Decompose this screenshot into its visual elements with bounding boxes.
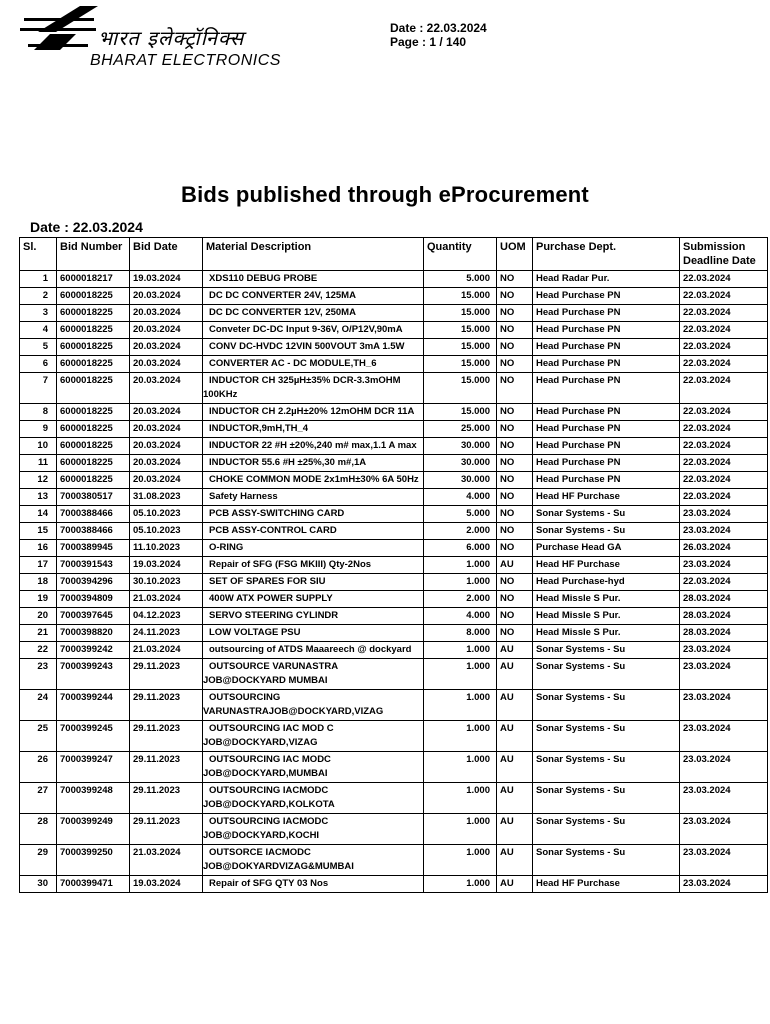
cell-bid-date: 05.10.2023: [130, 523, 203, 540]
cell-sl: 8: [20, 404, 57, 421]
cell-sl: 4: [20, 322, 57, 339]
cell-bid-date: 20.03.2024: [130, 288, 203, 305]
table-row: [20, 455, 768, 472]
cell-material: Repair of SFG (FSG MKIII) Qty-2Nos: [203, 557, 424, 574]
cell-uom: AU: [497, 814, 533, 845]
cell-quantity: 1.000: [424, 659, 497, 690]
cell-quantity: 2.000: [424, 591, 497, 608]
cell-dept: Head Missle S Pur.: [533, 591, 680, 608]
cell-material: CHOKE COMMON MODE 2x1mH±30% 6A 50Hz: [203, 472, 424, 489]
cell-deadline: 22.03.2024: [680, 421, 768, 438]
cell-bid-number: 6000018225: [57, 472, 130, 489]
table-row: [20, 322, 768, 339]
cell-material: DC DC CONVERTER 12V, 250MA: [203, 305, 424, 322]
cell-quantity: 15.000: [424, 373, 497, 404]
cell-deadline: 22.03.2024: [680, 489, 768, 506]
cell-dept: Head Missle S Pur.: [533, 608, 680, 625]
cell-dept: Head Purchase PN: [533, 305, 680, 322]
cell-uom: NO: [497, 523, 533, 540]
cell-bid-number: 7000389945: [57, 540, 130, 557]
cell-bid-number: 7000399244: [57, 690, 130, 721]
cell-dept: Head Purchase PN: [533, 472, 680, 489]
cell-deadline: 28.03.2024: [680, 608, 768, 625]
cell-deadline: 23.03.2024: [680, 523, 768, 540]
cell-uom: NO: [497, 288, 533, 305]
cell-bid-number: 7000399245: [57, 721, 130, 752]
col-bid-number: Bid Number: [57, 238, 130, 271]
cell-material: outsourcing of ATDS Maaareech @ dockyard: [203, 642, 424, 659]
cell-quantity: 15.000: [424, 322, 497, 339]
cell-quantity: 1.000: [424, 574, 497, 591]
cell-bid-number: 6000018225: [57, 339, 130, 356]
cell-quantity: 1.000: [424, 557, 497, 574]
table-row: [20, 489, 768, 506]
cell-uom: AU: [497, 876, 533, 893]
cell-uom: NO: [497, 438, 533, 455]
table-row: [20, 271, 768, 288]
cell-bid-date: 21.03.2024: [130, 591, 203, 608]
cell-sl: 23: [20, 659, 57, 690]
col-deadline: Submission Deadline Date: [680, 238, 768, 271]
cell-material: OUTSOURCING IAC MODC JOB@DOCKYARD,MUMBAI: [203, 752, 424, 783]
cell-sl: 22: [20, 642, 57, 659]
cell-deadline: 28.03.2024: [680, 625, 768, 642]
cell-material: INDUCTOR CH 2.2µH±20% 12mOHM DCR 11A: [203, 404, 424, 421]
cell-sl: 21: [20, 625, 57, 642]
cell-quantity: 15.000: [424, 288, 497, 305]
cell-bid-date: 29.11.2023: [130, 752, 203, 783]
cell-quantity: 1.000: [424, 876, 497, 893]
cell-dept: Head Purchase-hyd: [533, 574, 680, 591]
cell-bid-number: 6000018217: [57, 271, 130, 288]
cell-material: SERVO STEERING CYLINDR: [203, 608, 424, 625]
cell-deadline: 22.03.2024: [680, 339, 768, 356]
cell-bid-number: 7000399243: [57, 659, 130, 690]
cell-material: INDUCTOR 22 #H ±20%,240 m# max,1.1 A max: [203, 438, 424, 455]
cell-deadline: 22.03.2024: [680, 472, 768, 489]
cell-uom: NO: [497, 472, 533, 489]
cell-uom: AU: [497, 642, 533, 659]
table-row: [20, 752, 768, 783]
cell-dept: Head Purchase PN: [533, 438, 680, 455]
cell-bid-date: 31.08.2023: [130, 489, 203, 506]
cell-sl: 29: [20, 845, 57, 876]
cell-bid-date: 20.03.2024: [130, 455, 203, 472]
cell-uom: AU: [497, 752, 533, 783]
cell-uom: NO: [497, 455, 533, 472]
cell-bid-date: 20.03.2024: [130, 373, 203, 404]
cell-deadline: 23.03.2024: [680, 876, 768, 893]
cell-bid-date: 20.03.2024: [130, 421, 203, 438]
cell-bid-date: 29.11.2023: [130, 690, 203, 721]
cell-dept: Head Purchase PN: [533, 404, 680, 421]
cell-bid-number: 7000397645: [57, 608, 130, 625]
cell-material: INDUCTOR,9mH,TH_4: [203, 421, 424, 438]
cell-material: 400W ATX POWER SUPPLY: [203, 591, 424, 608]
cell-uom: NO: [497, 271, 533, 288]
cell-deadline: 22.03.2024: [680, 373, 768, 404]
cell-deadline: 23.03.2024: [680, 752, 768, 783]
cell-material: PCB ASSY-SWITCHING CARD: [203, 506, 424, 523]
table-row: [20, 814, 768, 845]
cell-bid-number: 7000399247: [57, 752, 130, 783]
cell-quantity: 1.000: [424, 814, 497, 845]
cell-material: PCB ASSY-CONTROL CARD: [203, 523, 424, 540]
cell-bid-date: 20.03.2024: [130, 472, 203, 489]
cell-bid-number: 7000394809: [57, 591, 130, 608]
cell-dept: Sonar Systems - Su: [533, 752, 680, 783]
col-sl: Sl.: [20, 238, 57, 271]
table-row: [20, 721, 768, 752]
cell-dept: Head Purchase PN: [533, 373, 680, 404]
table-row: [20, 373, 768, 404]
cell-material: CONVERTER AC - DC MODULE,TH_6: [203, 356, 424, 373]
cell-uom: NO: [497, 574, 533, 591]
table-row: [20, 421, 768, 438]
cell-bid-number: 6000018225: [57, 305, 130, 322]
cell-material: Conveter DC-DC Input 9-36V, O/P12V,90mA: [203, 322, 424, 339]
header-date: Date : 22.03.2024: [390, 21, 487, 35]
cell-dept: Sonar Systems - Su: [533, 642, 680, 659]
cell-material: DC DC CONVERTER 24V, 125MA: [203, 288, 424, 305]
table-row: [20, 608, 768, 625]
cell-quantity: 1.000: [424, 783, 497, 814]
cell-uom: NO: [497, 339, 533, 356]
cell-dept: Sonar Systems - Su: [533, 523, 680, 540]
col-bid-date: Bid Date: [130, 238, 203, 271]
cell-dept: Sonar Systems - Su: [533, 845, 680, 876]
cell-uom: NO: [497, 305, 533, 322]
cell-sl: 5: [20, 339, 57, 356]
cell-sl: 6: [20, 356, 57, 373]
page-title: Bids published through eProcurement: [181, 182, 589, 207]
cell-material: INDUCTOR 55.6 #H ±25%,30 m#,1A: [203, 455, 424, 472]
cell-sl: 2: [20, 288, 57, 305]
cell-bid-date: 29.11.2023: [130, 721, 203, 752]
bel-logo-mark-icon: [20, 4, 100, 60]
cell-material: O-RING: [203, 540, 424, 557]
cell-deadline: 22.03.2024: [680, 574, 768, 591]
table-row: [20, 690, 768, 721]
cell-quantity: 6.000: [424, 540, 497, 557]
cell-quantity: 30.000: [424, 472, 497, 489]
cell-dept: Head HF Purchase: [533, 489, 680, 506]
cell-uom: NO: [497, 608, 533, 625]
report-date: Date : 22.03.2024: [30, 219, 143, 235]
cell-bid-number: 7000399249: [57, 814, 130, 845]
cell-material: OUTSOURCING IACMODC JOB@DOCKYARD,KOCHI: [203, 814, 424, 845]
cell-dept: Sonar Systems - Su: [533, 506, 680, 523]
cell-bid-date: 20.03.2024: [130, 438, 203, 455]
cell-uom: AU: [497, 557, 533, 574]
col-dept: Purchase Dept.: [533, 238, 680, 271]
cell-bid-date: 29.11.2023: [130, 814, 203, 845]
cell-dept: Head HF Purchase: [533, 557, 680, 574]
cell-uom: NO: [497, 322, 533, 339]
cell-deadline: 22.03.2024: [680, 455, 768, 472]
cell-sl: 24: [20, 690, 57, 721]
cell-sl: 18: [20, 574, 57, 591]
cell-bid-date: 05.10.2023: [130, 506, 203, 523]
cell-deadline: 22.03.2024: [680, 322, 768, 339]
cell-quantity: 1.000: [424, 721, 497, 752]
cell-dept: Head Purchase PN: [533, 339, 680, 356]
cell-bid-number: 7000391543: [57, 557, 130, 574]
cell-quantity: 5.000: [424, 506, 497, 523]
cell-bid-date: 24.11.2023: [130, 625, 203, 642]
table-row: [20, 642, 768, 659]
cell-quantity: 15.000: [424, 339, 497, 356]
table-header-row: [20, 238, 768, 271]
col-quantity: Quantity: [424, 238, 497, 271]
cell-deadline: 26.03.2024: [680, 540, 768, 557]
cell-uom: AU: [497, 845, 533, 876]
cell-dept: Head Missle S Pur.: [533, 625, 680, 642]
cell-uom: NO: [497, 506, 533, 523]
cell-bid-date: 29.11.2023: [130, 659, 203, 690]
cell-bid-date: 20.03.2024: [130, 322, 203, 339]
company-logo: [20, 4, 340, 70]
cell-material: OUTSOURCING IACMODC JOB@DOCKYARD,KOLKOTA: [203, 783, 424, 814]
bids-table: [19, 237, 768, 893]
col-uom: UOM: [497, 238, 533, 271]
cell-sl: 1: [20, 271, 57, 288]
cell-sl: 26: [20, 752, 57, 783]
table-row: [20, 472, 768, 489]
header-meta: [390, 21, 487, 49]
cell-bid-number: 6000018225: [57, 438, 130, 455]
cell-bid-date: 19.03.2024: [130, 557, 203, 574]
cell-quantity: 30.000: [424, 438, 497, 455]
cell-material: XDS110 DEBUG PROBE: [203, 271, 424, 288]
cell-bid-date: 20.03.2024: [130, 404, 203, 421]
cell-dept: Head Radar Pur.: [533, 271, 680, 288]
cell-bid-date: 20.03.2024: [130, 356, 203, 373]
cell-deadline: 22.03.2024: [680, 288, 768, 305]
cell-deadline: 23.03.2024: [680, 642, 768, 659]
table-row: [20, 845, 768, 876]
table-row: [20, 288, 768, 305]
cell-sl: 28: [20, 814, 57, 845]
table-row: [20, 557, 768, 574]
cell-bid-date: 30.10.2023: [130, 574, 203, 591]
cell-deadline: 23.03.2024: [680, 659, 768, 690]
cell-material: CONV DC-HVDC 12VIN 500VOUT 3mA 1.5W: [203, 339, 424, 356]
table-row: [20, 625, 768, 642]
cell-deadline: 22.03.2024: [680, 271, 768, 288]
table-row: [20, 783, 768, 814]
cell-deadline: 28.03.2024: [680, 591, 768, 608]
cell-bid-number: 7000399471: [57, 876, 130, 893]
cell-uom: NO: [497, 373, 533, 404]
cell-uom: AU: [497, 659, 533, 690]
cell-material: OUTSORCE IACMODC JOB@DOKYARDVIZAG&MUMBAI: [203, 845, 424, 876]
cell-dept: Head Purchase PN: [533, 356, 680, 373]
cell-quantity: 1.000: [424, 690, 497, 721]
cell-bid-number: 7000398820: [57, 625, 130, 642]
cell-quantity: 4.000: [424, 489, 497, 506]
cell-dept: Sonar Systems - Su: [533, 659, 680, 690]
cell-sl: 7: [20, 373, 57, 404]
cell-bid-date: 04.12.2023: [130, 608, 203, 625]
cell-bid-number: 6000018225: [57, 404, 130, 421]
cell-sl: 25: [20, 721, 57, 752]
cell-sl: 13: [20, 489, 57, 506]
cell-sl: 19: [20, 591, 57, 608]
table-row: [20, 574, 768, 591]
cell-deadline: 23.03.2024: [680, 814, 768, 845]
cell-quantity: 1.000: [424, 845, 497, 876]
table-row: [20, 305, 768, 322]
cell-quantity: 15.000: [424, 305, 497, 322]
cell-deadline: 22.03.2024: [680, 438, 768, 455]
cell-sl: 3: [20, 305, 57, 322]
cell-bid-number: 7000399242: [57, 642, 130, 659]
cell-sl: 15: [20, 523, 57, 540]
cell-dept: Sonar Systems - Su: [533, 690, 680, 721]
cell-uom: NO: [497, 591, 533, 608]
cell-quantity: 8.000: [424, 625, 497, 642]
cell-deadline: 23.03.2024: [680, 690, 768, 721]
table-row: [20, 506, 768, 523]
cell-dept: Sonar Systems - Su: [533, 814, 680, 845]
cell-sl: 20: [20, 608, 57, 625]
cell-uom: NO: [497, 356, 533, 373]
cell-bid-number: 7000388466: [57, 523, 130, 540]
cell-dept: Head Purchase PN: [533, 455, 680, 472]
cell-quantity: 30.000: [424, 455, 497, 472]
cell-uom: NO: [497, 421, 533, 438]
cell-dept: Head HF Purchase: [533, 876, 680, 893]
cell-sl: 10: [20, 438, 57, 455]
cell-uom: NO: [497, 489, 533, 506]
cell-bid-number: 6000018225: [57, 421, 130, 438]
cell-bid-number: 6000018225: [57, 356, 130, 373]
cell-bid-number: 6000018225: [57, 455, 130, 472]
cell-bid-date: 20.03.2024: [130, 305, 203, 322]
cell-quantity: 2.000: [424, 523, 497, 540]
cell-deadline: 23.03.2024: [680, 783, 768, 814]
cell-bid-number: 7000399248: [57, 783, 130, 814]
logo-english-text: BHARAT ELECTRONICS: [90, 52, 281, 69]
cell-material: OUTSOURCING IAC MOD C JOB@DOCKYARD,VIZAG: [203, 721, 424, 752]
cell-material: OUTSOURCE VARUNASTRA JOB@DOCKYARD MUMBAI: [203, 659, 424, 690]
table-row: [20, 356, 768, 373]
cell-bid-number: 7000388466: [57, 506, 130, 523]
table-row: [20, 438, 768, 455]
cell-uom: AU: [497, 783, 533, 814]
cell-quantity: 15.000: [424, 404, 497, 421]
cell-dept: Sonar Systems - Su: [533, 783, 680, 814]
cell-deadline: 23.03.2024: [680, 557, 768, 574]
cell-uom: AU: [497, 721, 533, 752]
cell-material: SET OF SPARES FOR SIU: [203, 574, 424, 591]
cell-dept: Head Purchase PN: [533, 322, 680, 339]
table-row: [20, 404, 768, 421]
cell-quantity: 25.000: [424, 421, 497, 438]
cell-sl: 17: [20, 557, 57, 574]
table-row: [20, 591, 768, 608]
cell-bid-date: 19.03.2024: [130, 876, 203, 893]
table-row: [20, 523, 768, 540]
cell-deadline: 22.03.2024: [680, 305, 768, 322]
cell-dept: Head Purchase PN: [533, 288, 680, 305]
header-page: Page : 1 / 140: [390, 35, 467, 49]
cell-bid-date: 29.11.2023: [130, 783, 203, 814]
cell-sl: 9: [20, 421, 57, 438]
cell-bid-date: 20.03.2024: [130, 339, 203, 356]
cell-bid-number: 7000380517: [57, 489, 130, 506]
cell-bid-date: 11.10.2023: [130, 540, 203, 557]
cell-material: LOW VOLTAGE PSU: [203, 625, 424, 642]
cell-bid-number: 7000394296: [57, 574, 130, 591]
cell-uom: NO: [497, 540, 533, 557]
cell-quantity: 15.000: [424, 356, 497, 373]
cell-dept: Purchase Head GA: [533, 540, 680, 557]
cell-deadline: 23.03.2024: [680, 845, 768, 876]
cell-material: Safety Harness: [203, 489, 424, 506]
cell-sl: 12: [20, 472, 57, 489]
cell-sl: 16: [20, 540, 57, 557]
cell-bid-date: 21.03.2024: [130, 845, 203, 876]
cell-quantity: 5.000: [424, 271, 497, 288]
cell-uom: AU: [497, 690, 533, 721]
cell-bid-date: 19.03.2024: [130, 271, 203, 288]
cell-material: INDUCTOR CH 325µH±35% DCR-3.3mOHM 100KHz: [203, 373, 424, 404]
cell-quantity: 1.000: [424, 752, 497, 783]
cell-dept: Head Purchase PN: [533, 421, 680, 438]
cell-deadline: 22.03.2024: [680, 404, 768, 421]
logo-hindi-text: भारत इलेक्ट्रॉनिक्स: [98, 26, 245, 50]
cell-material: Repair of SFG QTY 03 Nos: [203, 876, 424, 893]
cell-quantity: 1.000: [424, 642, 497, 659]
table-row: [20, 339, 768, 356]
cell-deadline: 23.03.2024: [680, 721, 768, 752]
cell-bid-number: 6000018225: [57, 373, 130, 404]
cell-deadline: 23.03.2024: [680, 506, 768, 523]
cell-uom: NO: [497, 625, 533, 642]
cell-dept: Sonar Systems - Su: [533, 721, 680, 752]
cell-sl: 11: [20, 455, 57, 472]
cell-material: OUTSOURCING VARUNASTRAJOB@DOCKYARD,VIZAG: [203, 690, 424, 721]
cell-deadline: 22.03.2024: [680, 356, 768, 373]
table-row: [20, 876, 768, 893]
cell-uom: NO: [497, 404, 533, 421]
cell-sl: 30: [20, 876, 57, 893]
table-row: [20, 540, 768, 557]
cell-bid-number: 6000018225: [57, 322, 130, 339]
cell-sl: 27: [20, 783, 57, 814]
cell-quantity: 4.000: [424, 608, 497, 625]
table-row: [20, 659, 768, 690]
cell-sl: 14: [20, 506, 57, 523]
cell-bid-date: 21.03.2024: [130, 642, 203, 659]
cell-bid-number: 6000018225: [57, 288, 130, 305]
cell-bid-number: 7000399250: [57, 845, 130, 876]
col-material: Material Description: [203, 238, 424, 271]
